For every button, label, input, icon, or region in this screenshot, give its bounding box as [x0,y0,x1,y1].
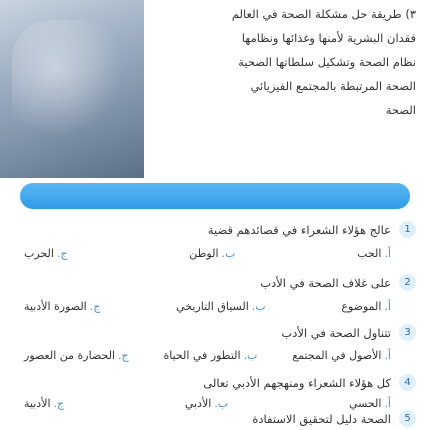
option-text: الوطن [189,247,219,260]
question-text: كل هؤلاء الشعراء ومنهجهم الأدبي تعالى [203,375,391,390]
option-b[interactable] [163,349,257,362]
option-letter: أ. [384,349,391,362]
question-4 [16,374,416,410]
intro-line: فقدان البشرية لأمنها وغذائها ونظامها [241,31,416,45]
intro-line: نظام الصحة وتشكيل سلطاتها الصحية [238,55,416,69]
question-1 [16,221,416,260]
question-3 [16,324,416,362]
intro-line: الصحة المرتبطة بالمجتمع الفيزيائي [250,79,416,93]
question-text: الصحة دليل لتحقيق الاستفادة [252,411,391,426]
question-text: عالج هؤلاء الشعراء في قصائدهم قضية [207,222,391,237]
option-text: الحسي [348,397,382,410]
option-letter: ج. [53,397,65,410]
option-letter: ب. [251,300,266,313]
question-number: 3 [399,324,416,341]
option-c[interactable] [24,349,129,362]
option-letter: أ. [384,247,391,260]
question-2 [16,274,416,313]
option-text: الصورة الأدبية [24,300,87,313]
intro-line: ٣) طريقة حل مشكلة الصحة في العالم [231,7,416,21]
question-text: على غلاف الصحة في الأدب [260,275,391,290]
option-text: الأصول في المجتمع [292,349,382,362]
option-text: الحرب [24,247,54,260]
option-letter: ب. [243,349,258,362]
option-c[interactable] [24,397,64,410]
option-a[interactable] [349,397,391,410]
option-text: التطور في الحياة [163,349,241,362]
question-number: 4 [399,374,416,391]
question-number: 2 [399,274,416,291]
progress-fill [20,183,410,209]
option-letter: ج. [118,349,129,362]
question-text: تتناول الصحة في الأدب [281,325,391,340]
option-b[interactable] [189,247,235,260]
progress-bar [20,183,410,209]
option-a[interactable] [357,247,391,260]
option-letter: أ. [384,300,391,313]
option-c[interactable] [24,247,68,260]
intro-line: الصحة [385,103,416,117]
image-highlight [12,20,122,160]
question-number: 1 [399,221,416,238]
article-image [0,0,144,178]
question-5 [16,410,416,427]
option-c[interactable] [24,300,100,313]
option-text: الأدبية [24,397,51,410]
option-text: السياق التاريخي [176,300,249,313]
option-letter: ج. [89,300,101,313]
option-a[interactable] [341,300,391,313]
option-text: الحضارة من العصور [24,349,115,362]
option-a[interactable] [292,349,391,362]
option-text: الأدبي [184,397,212,410]
option-letter: ب. [214,397,229,410]
question-number: 5 [399,410,416,427]
option-letter: ب. [221,247,236,260]
option-b[interactable] [176,300,266,313]
option-letter: ج. [56,247,68,260]
option-text: الحب [357,247,382,260]
intro-text [146,2,416,122]
option-text: الموضوع [341,300,382,313]
option-letter: أ. [384,397,391,410]
option-b[interactable] [185,397,228,410]
